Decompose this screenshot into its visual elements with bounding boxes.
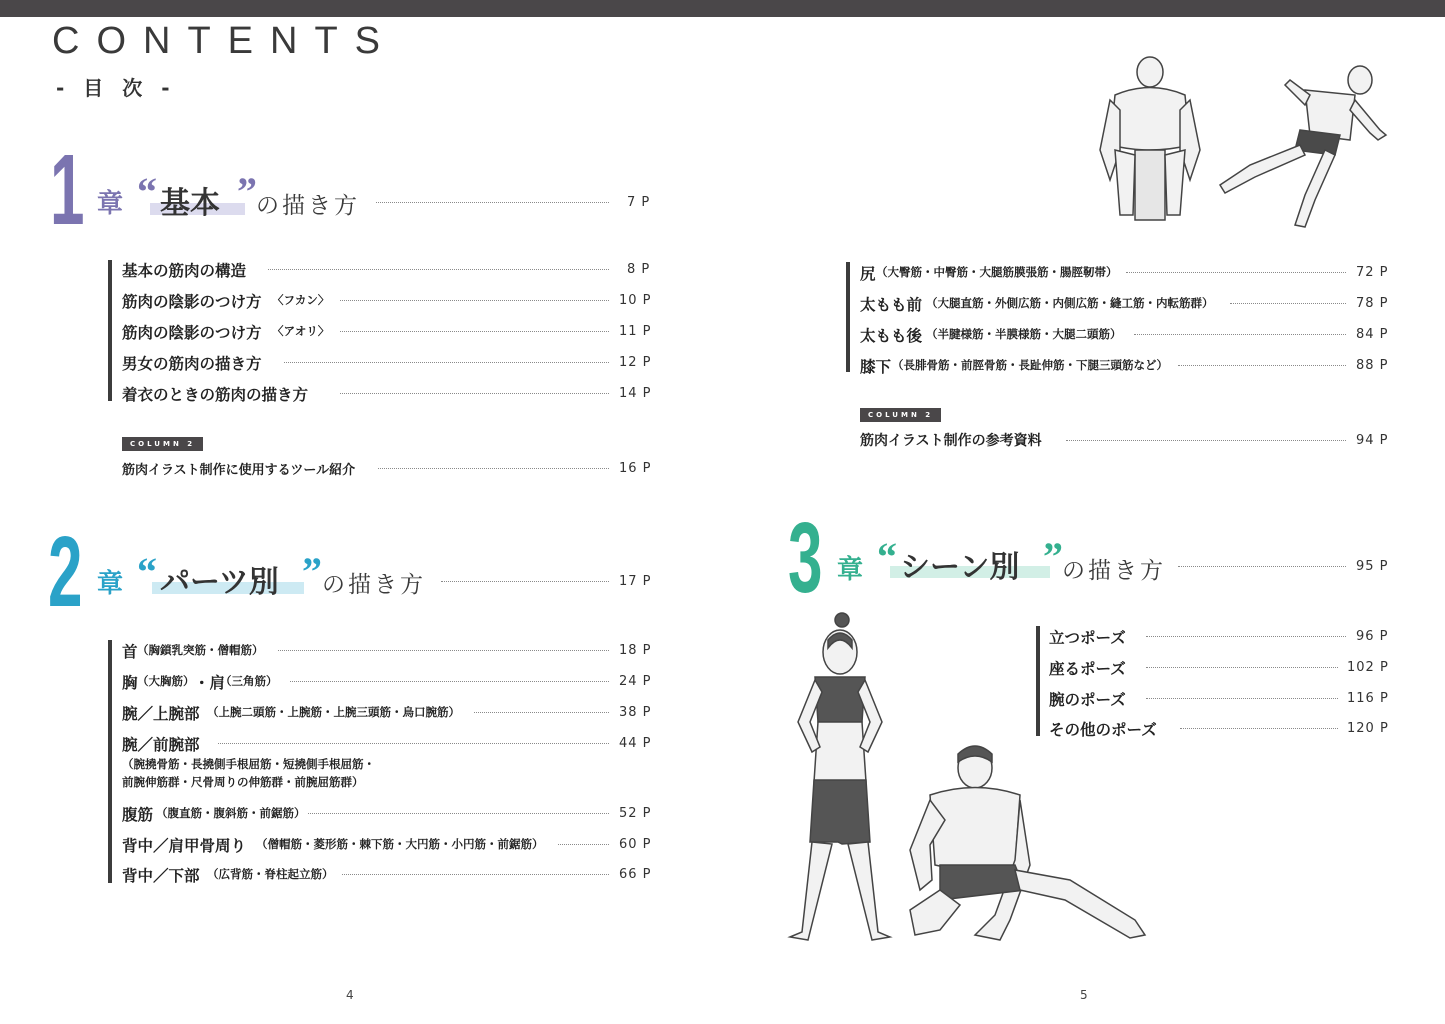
item-label: 太もも後 (860, 327, 923, 345)
page-number: 102 P (1347, 660, 1389, 675)
chapter-title-suffix: の描き方 (322, 572, 426, 598)
chapter-title-suffix: の描き方 (1062, 558, 1166, 584)
seated-muscular-man-illustration (1095, 50, 1205, 225)
page-number: 11 P (619, 324, 652, 339)
page-number: 88 P (1356, 358, 1389, 373)
leader-dots (376, 202, 609, 203)
quote-open: “ (137, 169, 157, 214)
item-sub: （上腕二頭筋・上腕筋・上腕三頭筋・烏口腕筋） (207, 705, 460, 719)
page-number: 14 P (619, 386, 652, 401)
leader-dots (1126, 272, 1346, 273)
item-label-2: ・肩 (194, 674, 226, 692)
item-label: 膝下 (860, 358, 892, 376)
item-label: 腹筋 (122, 806, 154, 824)
leader-dots (558, 844, 609, 845)
chapter-label: 章 (97, 569, 124, 599)
page-number: 8 P (627, 262, 651, 277)
column-badge: COLUMN 2 (122, 437, 203, 451)
item-label: 腕／前腕部 (122, 736, 200, 754)
item-label: 筋肉イラスト制作の参考資料 (860, 433, 1042, 449)
leader-dots (268, 269, 609, 270)
item-label: 首 (122, 643, 138, 661)
item-sub: （長腓骨筋・前脛骨筋・長趾伸筋・下腿三頭筋など） (892, 358, 1168, 372)
item-label: 着衣のときの筋肉の描き方 (122, 386, 309, 404)
item-label: 筋肉の陰影のつけ方 (122, 293, 262, 311)
top-bar (0, 0, 1445, 17)
leader-dots (1230, 303, 1346, 304)
page-number: 60 P (619, 837, 652, 852)
chapter-title-suffix: の描き方 (256, 193, 360, 219)
leader-dots (340, 300, 609, 301)
item-sub: 〈アオリ〉 (272, 324, 330, 338)
item-sub: （胸鎖乳突筋・僧帽筋） (137, 643, 264, 657)
page-number: 72 P (1356, 265, 1389, 280)
page-subtitle: - 目 次 - (56, 76, 176, 100)
chapter-title: 基本 (160, 186, 220, 221)
item-label: 座るポーズ (1049, 660, 1126, 678)
page-number: 52 P (619, 806, 652, 821)
item-sub: （半腱様筋・半膜様筋・大腿二頭筋） (926, 327, 1122, 341)
page-number: 78 P (1356, 296, 1389, 311)
leader-dots (1146, 636, 1346, 637)
page-number: 10 P (619, 293, 652, 308)
page-number: 7 P (627, 195, 651, 210)
quote-open: “ (877, 534, 897, 579)
section-bar (108, 260, 112, 401)
page-number: 116 P (1347, 691, 1389, 706)
page-number: 12 P (619, 355, 652, 370)
item-label: 背中／肩甲骨周り (122, 837, 247, 855)
item-label: 腕／上腕部 (122, 705, 200, 723)
leader-dots (278, 650, 609, 651)
chapter-label: 章 (837, 555, 864, 585)
item-label: 尻 (860, 265, 876, 283)
item-label: 筋肉イラスト制作に使用するツール紹介 (122, 463, 356, 478)
item-label: 男女の筋肉の描き方 (122, 355, 262, 373)
column-badge: COLUMN 2 (860, 408, 941, 422)
item-sub: （大腿直筋・外側広筋・内側広筋・縫工筋・内転筋群） (926, 296, 1214, 310)
leader-dots (441, 581, 609, 582)
quote-close: ” (237, 169, 257, 214)
chapter-label: 章 (97, 189, 124, 219)
item-sub: （僧帽筋・菱形筋・棘下筋・大円筋・小円筋・前鋸筋） (256, 837, 544, 851)
leader-dots (1146, 667, 1338, 668)
leader-dots (474, 712, 609, 713)
item-label: その他のポーズ (1049, 721, 1157, 739)
page-folio-left: 4 (346, 988, 354, 1002)
chapter-number: 3 (788, 502, 823, 614)
item-sub: 〈フカン〉 (272, 293, 330, 307)
page-number: 120 P (1347, 721, 1389, 736)
leader-dots (1134, 334, 1346, 335)
page-number: 24 P (619, 674, 652, 689)
section-bar (1036, 626, 1040, 736)
chapter-title: パーツ別 (160, 565, 279, 600)
leader-dots (1180, 728, 1338, 729)
item-label: 胸 (122, 674, 138, 692)
page-title: CONTENTS (52, 20, 397, 62)
item-sub: （広背筋・脊柱起立筋） (207, 867, 334, 881)
leader-dots (284, 362, 609, 363)
leader-dots (378, 468, 609, 469)
item-sub-line: （腕撓骨筋・長撓側手根屈筋・短撓側手根屈筋・ (122, 757, 375, 771)
standing-woman-illustration (780, 612, 900, 942)
page-number: 96 P (1356, 629, 1389, 644)
item-sub-2: （三角筋） (220, 674, 278, 688)
leader-dots (340, 393, 609, 394)
page-number: 18 P (619, 643, 652, 658)
item-label: 背中／下部 (122, 867, 200, 885)
leader-dots (218, 743, 609, 744)
item-sub-line: 前腕伸筋群・尺骨周りの伸筋群・前腕屈筋群） (122, 775, 364, 789)
page-number: 44 P (619, 736, 652, 751)
crouching-man-illustration (900, 740, 1150, 945)
item-sub: （大臀筋・中臀筋・大腿筋膜張筋・腸脛靭帯） (876, 265, 1118, 279)
page-folio-right: 5 (1080, 988, 1088, 1002)
quote-close: ” (302, 549, 322, 594)
page-number: 66 P (619, 867, 652, 882)
page-number: 17 P (619, 574, 652, 589)
page-number: 95 P (1356, 559, 1389, 574)
item-label: 筋肉の陰影のつけ方 (122, 324, 262, 342)
leader-dots (1178, 566, 1346, 567)
item-label: 腕のポーズ (1049, 691, 1126, 709)
running-man-illustration (1210, 55, 1390, 230)
quote-close: ” (1043, 534, 1063, 579)
leader-dots (1066, 440, 1346, 441)
section-bar (846, 262, 850, 372)
page-number: 16 P (619, 461, 652, 476)
quote-open: “ (137, 549, 157, 594)
leader-dots (1146, 698, 1338, 699)
item-sub: （腹直筋・腹斜筋・前鋸筋） (156, 806, 306, 820)
item-label: 立つポーズ (1049, 629, 1126, 647)
item-sub: （大胸筋） (137, 674, 195, 688)
section-bar (108, 640, 112, 883)
page-number: 38 P (619, 705, 652, 720)
page-number: 94 P (1356, 433, 1389, 448)
leader-dots (1178, 365, 1346, 366)
page-number: 84 P (1356, 327, 1389, 342)
leader-dots (308, 813, 609, 814)
leader-dots (342, 874, 609, 875)
item-label: 基本の筋肉の構造 (122, 262, 247, 280)
chapter-title: シーン別 (900, 550, 1020, 585)
item-label: 太もも前 (860, 296, 923, 314)
chapter-number: 2 (48, 516, 83, 628)
chapter-number: 1 (50, 134, 85, 246)
leader-dots (290, 681, 609, 682)
leader-dots (340, 331, 609, 332)
